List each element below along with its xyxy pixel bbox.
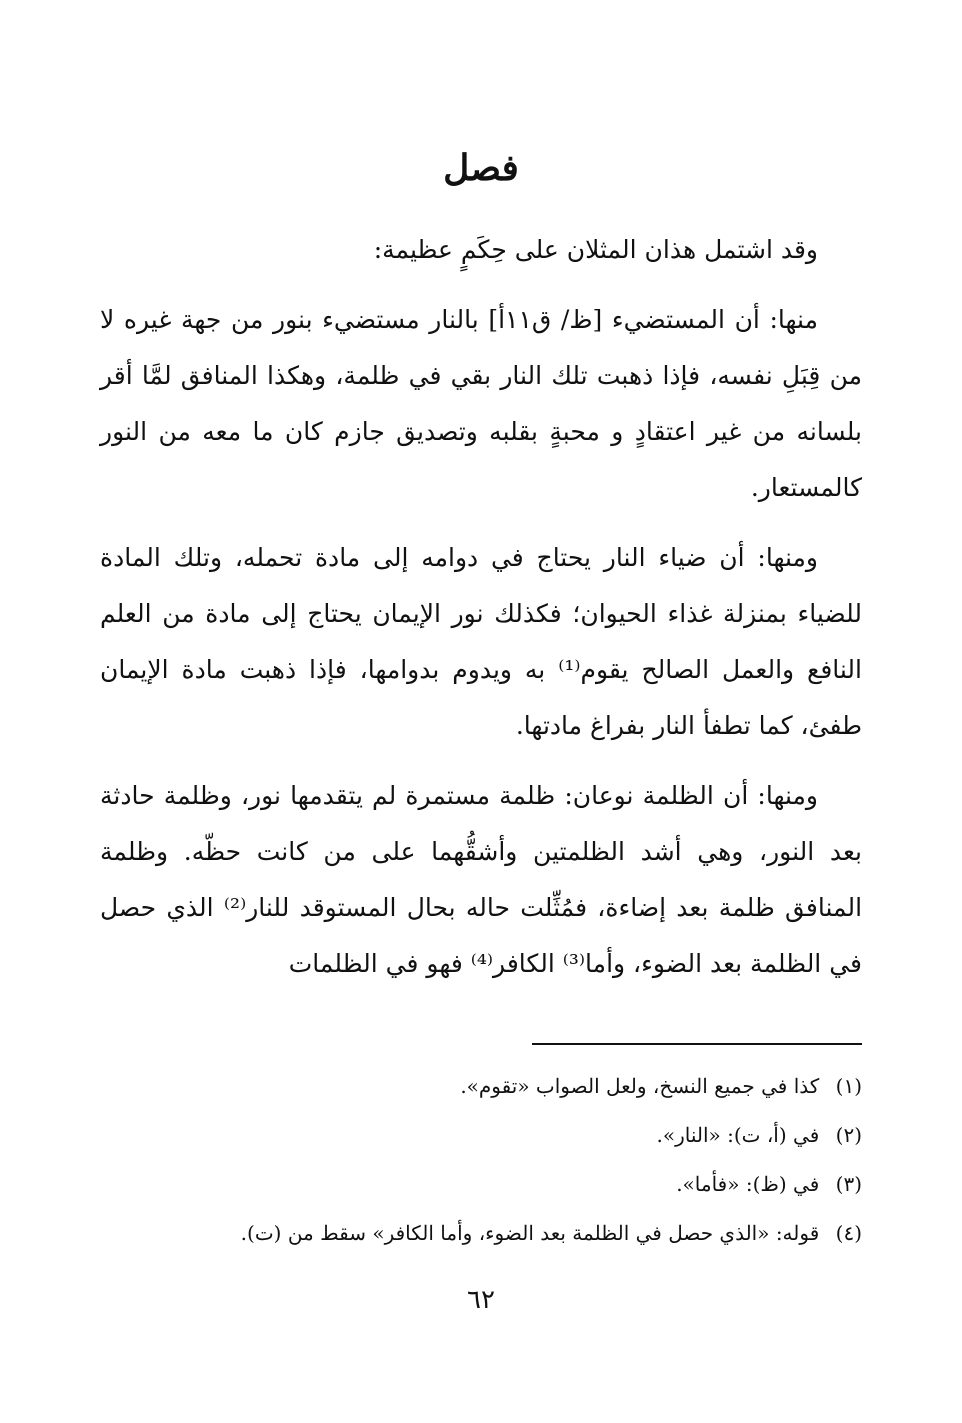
footnote-2	[100, 1111, 862, 1160]
footnote-4	[100, 1209, 862, 1258]
footnote-1	[100, 1062, 862, 1111]
footnotes	[100, 1062, 862, 1258]
paragraph-3: ومنها: أن الظلمة نوعان: ظلمة مستمرة لم يتقدمها نور، وظلمة حادثة بعد النور، وهي أشد الظلمتين وأشقُّهما على من كانت حظّه. وظلمة المنافق ظلمة بعد إضاءة، فمُثِّلت حاله بحال المستوقد للنار⁽²⁾ الذي حصل في الظلمة بعد الضوء، وأما⁽³⁾ الكافر⁽⁴⁾ فهو في الظلمات	[100, 781, 863, 978]
footnote-3	[100, 1160, 862, 1209]
footnote-text: في (أ، ت): «النار».	[656, 1123, 820, 1147]
paragraph-2: ومنها: أن ضياء النار يحتاج في دوامه إلى مادة تحمله، وتلك المادة للضياء بمنزلة غذاء الحيوان؛ فكذلك نور الإيمان يحتاج إلى مادة من العلم النافع والعمل الصالح يقوم⁽¹⁾ به ويدوم بدوامها، فإذا ذهبت مادة الإيمان طفئ، كما تطفأ النار بفراغ مادتها.	[100, 543, 862, 740]
footnote-number: (٢)	[835, 1123, 862, 1147]
footnote-number: (١)	[835, 1074, 862, 1098]
section-heading: فصل	[443, 147, 519, 189]
footnote-divider	[532, 1043, 862, 1045]
footnote-text: في (ظ): «فأما».	[676, 1172, 820, 1196]
paragraph-1: منها: أن المستضيء [ظ/ ق١١أ] بالنار مستضيء بنور من جهة غيره لا من قِبَلِ نفسه، فإذا ذهبت تلك النار بقي في ظلمة، وهكذا المنافق لمَّا أقر بلسانه من غير اعتقادٍ و محبةٍ بقلبه وتصديق جازم كان ما معه من النور كالمستعار.	[100, 305, 862, 502]
footnote-number: (٤)	[835, 1221, 862, 1245]
footnote-text: كذا في جميع النسخ، ولعل الصواب «تقوم».	[460, 1074, 820, 1098]
page-number: ٦٢	[467, 1285, 495, 1315]
footnote-text: قوله: «الذي حصل في الظلمة بعد الضوء، وأما الكافر» سقط من (ت).	[240, 1221, 820, 1245]
intro-line: وقد اشتمل هذان المثلان على حِكَمٍ عظيمة:	[373, 235, 818, 264]
footnote-number: (٣)	[835, 1172, 862, 1196]
main-text	[100, 222, 862, 1006]
